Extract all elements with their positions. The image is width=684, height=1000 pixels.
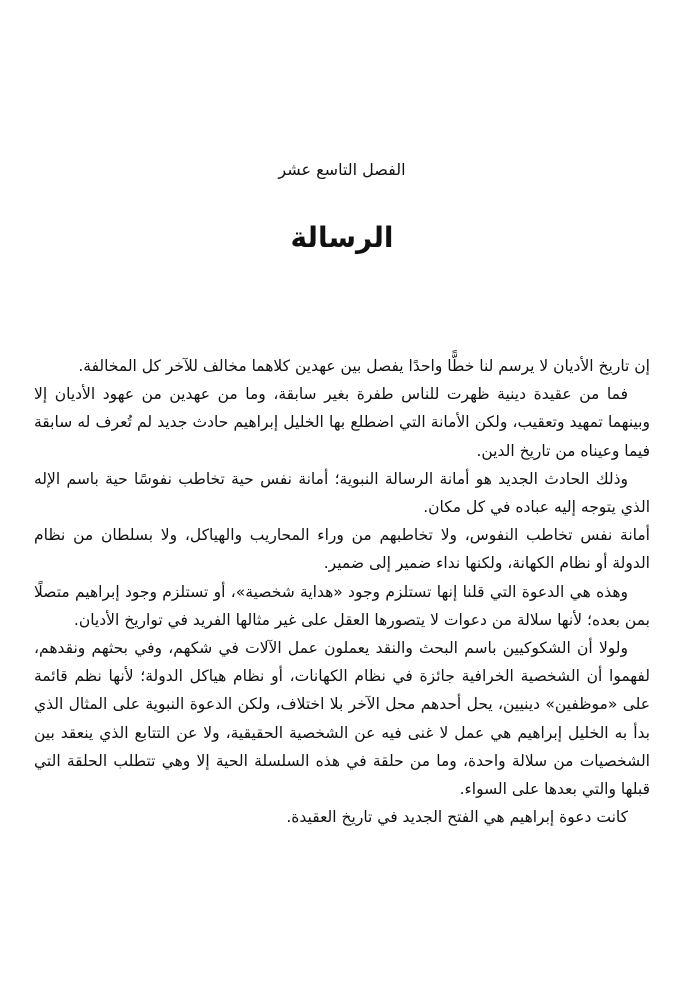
chapter-number-label: الفصل التاسع عشر (278, 160, 406, 179)
paragraph: وذلك الحادث الجديد هو أمانة الرسالة النبوية؛ أمانة نفس حية تخاطب نفوسًا حية باسم الإله الذي يتوجه إليه عباده في كل مكان. (34, 469, 650, 517)
paragraph: كانت دعوة إبراهيم هي الفتح الجديد في تاريخ العقيدة. (286, 808, 628, 827)
paragraph: وهذه هي الدعوة التي قلنا إنها تستلزم وجود «هداية شخصية»، أو تستلزم وجود إبراهيم متصلًا بمن بعده؛ لأنها سلالة من دعوات لا يتصورها العقل على غير مثالها الفريد في تواريخ الأديان. (34, 582, 650, 629)
paragraph: ولولا أن الشكوكيين باسم البحث والنقد يعملون عمل الآلات في شكهم، وفي بحثهم ونقدهم، لفهموا أن الشخصية الخرافية جائزة في نظام الكهانات، أو نظام هياكل الدولة؛ لأنها نظم قائمة على «موظفين» دينيين، يحل أحدهم محل الآخر بلا اختلاف، ولكن الدعوة النبوية على المثال الذي بدأ به الخليل إبراهيم هي عمل لا غنى فيه عن الشخصية الحقيقية، ولا عن التتابع الذي ينعقد بين الشخصيات من سلالة واحدة، وما من حلقة في هذه السلسلة الحية إلا وهي تتطلب الحلقة التي قبلها والتي بعدها على السواء. (34, 639, 650, 799)
paragraph: أمانة نفس تخاطب النفوس، ولا تخاطبهم من وراء المحاريب والهياكل، ولا بسلطان من نظام الدولة أو نظام الكهانة، ولكنها نداء ضمير إلى ضمير. (34, 526, 650, 573)
chapter-title: الرسالة (290, 221, 394, 254)
paragraph: إن تاريخ الأديان لا يرسم لنا خطًّا واحدًا يفصل بين عهدين كلاهما مخالف للآخر كل المخالفة. (78, 357, 650, 375)
chapter-body (34, 352, 650, 831)
paragraph: فما من عقيدة دينية ظهرت للناس طفرة بغير سابقة، وما من عهدين من عهود الأديان إلا وبينهما تمهيد وتعقيب، ولكن الأمانة التي اضطلع بها الخليل إبراهيم حادث جديد لم تُعرف له سابقة فيما وعيناه من تاريخ الدين. (34, 385, 650, 460)
